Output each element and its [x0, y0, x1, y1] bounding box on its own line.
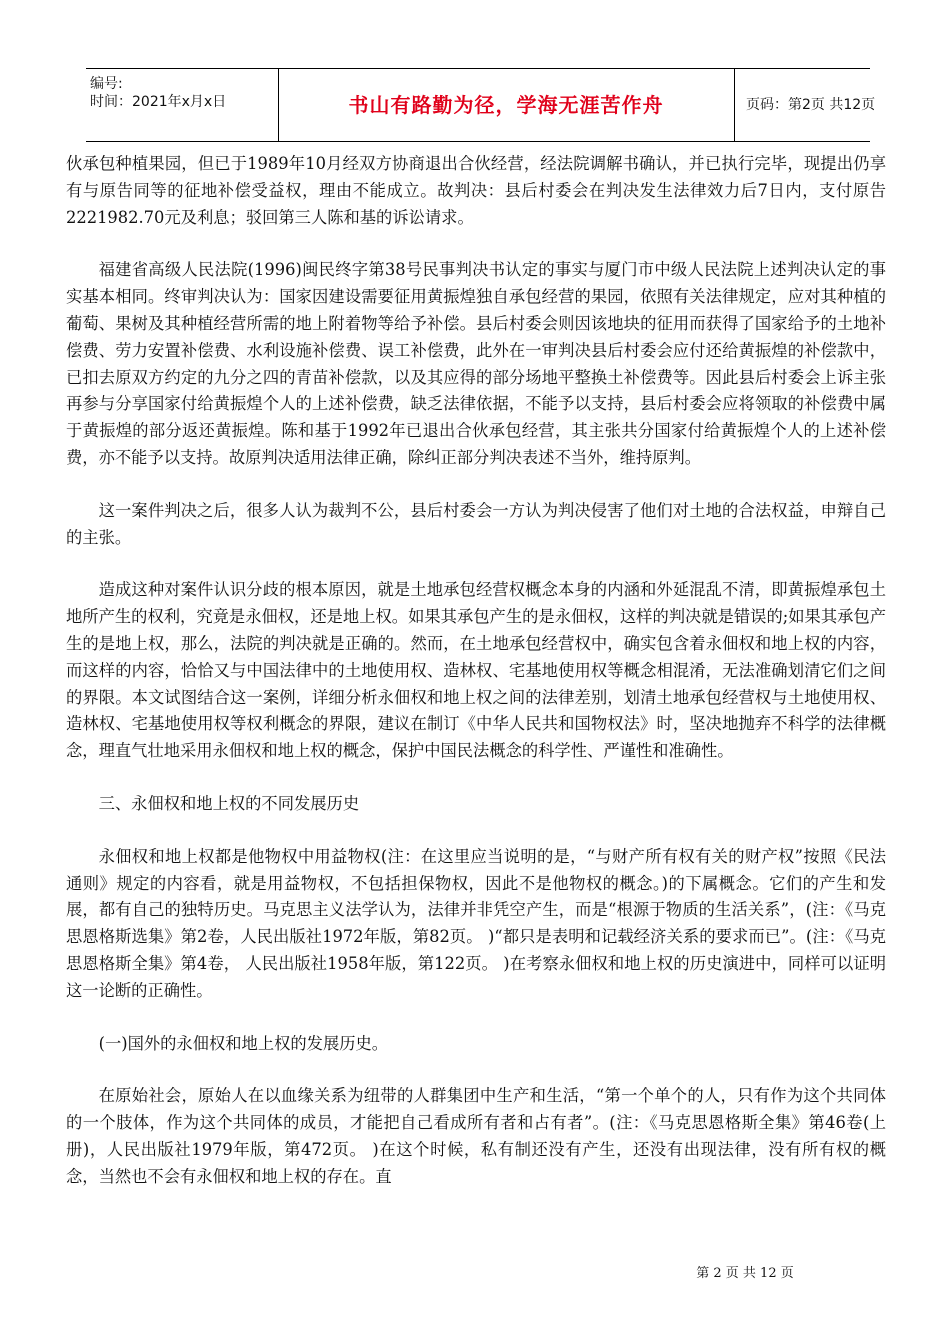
- header-meta-cell: [86, 69, 279, 141]
- paragraph: 福建省高级人民法院(1996)闽民终字第38号民事判决书认定的事实与厦门市中级人民法院上述判决认定的事实基本相同。终审判决认为：国家因建设需要征用黄振煌独自承包经营的果园，依照有关法律规定，应对其种植的葡萄、果树及其种植经营所需的地上附着物等给予补偿。县后村委会则因该地块的征用而获得了国家给予的土地补偿费、劳力安置补偿费、水利设施补偿费、误工补偿费，此外在一审判决县后村委会应付还给黄振煌的补偿款中，已扣去原双方约定的九分之四的青苗补偿款，以及其应得的部分场地平整换土补偿费等。因此县后村委会上诉主张再参与分享国家付给黄振煌个人的上述补偿费，缺乏法律依据，不能予以支持，县后村委会应将领取的补偿费中属于黄振煌的部分返还黄振煌。陈和基于1992年已退出合伙承包经营，其主张共分国家付给黄振煌个人的上述补偿费，亦不能予以支持。故原判决适用法律正确，除纠正部分判决表述不当外，维持原判。: [66, 260, 886, 467]
- footer-page-number: 第 2 页 共 12 页: [696, 1266, 794, 1281]
- subsection-heading: (一)国外的永佃权和地上权的发展历史。: [98, 1033, 389, 1053]
- date-label: 时间：2021年x月x日: [90, 94, 227, 110]
- paragraph-continuation: 伙承包种植果园，但已于1989年10月经双方协商退出合伙经营，经法院调解书确认，并已执行完毕，现提出仍享有与原告同等的征地补偿受益权，理由不能成立。故判决：县后村委会在判决发生法律效力后7日内，支付原告2221982.70元及利息；驳回第三人陈和基的诉讼请求。: [66, 154, 886, 227]
- page-footer: [0, 1262, 950, 1281]
- page-header: [86, 68, 876, 142]
- document-body: [66, 151, 886, 1191]
- paragraph: 这一案件判决之后，很多人认为裁判不公，县后村委会一方认为判决侵害了他们对土地的合法权益，申辩自己的主张。: [66, 500, 886, 547]
- header-page-info: 页码：第2页 共12页: [746, 97, 876, 113]
- paragraph: 永佃权和地上权都是他物权中用益物权(注：在这里应当说明的是，“与财产所有权有关的财产权”按照《民法通则》规定的内容看，就是用益物权，不包括担保物权，因此不是他物权的概念。)的下属概念。它们的产生和发展，都有自己的独特历史。马克思主义法学认为，法律并非凭空产生，而是“根源于物质的生活关系”，(注：《马克思恩格斯选集》第2卷，人民出版社1972年版，第82页。 )“都只是表明和记载经济关系的要求而已”。(注：《马克思恩格斯全集》第4卷， 人民出版社1958年版，第122页。 )在考察永佃权和地上权的历史演进中，同样可以证明这一论断的正确性。: [66, 846, 886, 1000]
- header-motto: 书山有路勤为径，学海无涯苦作舟: [278, 69, 735, 141]
- serial-label: 编号:: [90, 76, 123, 92]
- section-heading: 三、永佃权和地上权的不同发展历史: [98, 793, 360, 813]
- paragraph: 在原始社会，原始人在以血缘关系为纽带的人群集团中生产和生活，“第一个单个的人，只有作为这个共同体的一个肢体，作为这个共同体的成员，才能把自己看成所有者和占有者”。(注：《马克思恩格斯全集》第46卷(上册)，人民出版社1979年版，第472页。 )在这个时候，私有制还没有产生，还没有出现法律，没有所有权的概念，当然也不会有永佃权和地上权的存在。直: [66, 1086, 886, 1186]
- paragraph: 造成这种对案件认识分歧的根本原因，就是土地承包经营权概念本身的内涵和外延混乱不清，即黄振煌承包土地所产生的权利，究竟是永佃权，还是地上权。如果其承包产生的是永佃权，这样的判决就是错误的;如果其承包产生的是地上权，那么，法院的判决就是正确的。然而，在土地承包经营权中，确实包含着永佃权和地上权的内容，而这样的内容，恰恰又与中国法律中的土地使用权、造林权、宅基地使用权等概念相混淆，无法准确划清它们之间的界限。本文试图结合这一案例，详细分析永佃权和地上权之间的法律差别，划清土地承包经营权与土地使用权、造林权、宅基地使用权等权利概念的界限，建议在制订《中华人民共和国物权法》时，坚决地抛弃不科学的法律概念，理直气壮地采用永佃权和地上权的概念，保护中国民法概念的科学性、严谨性和准确性。: [66, 580, 886, 761]
